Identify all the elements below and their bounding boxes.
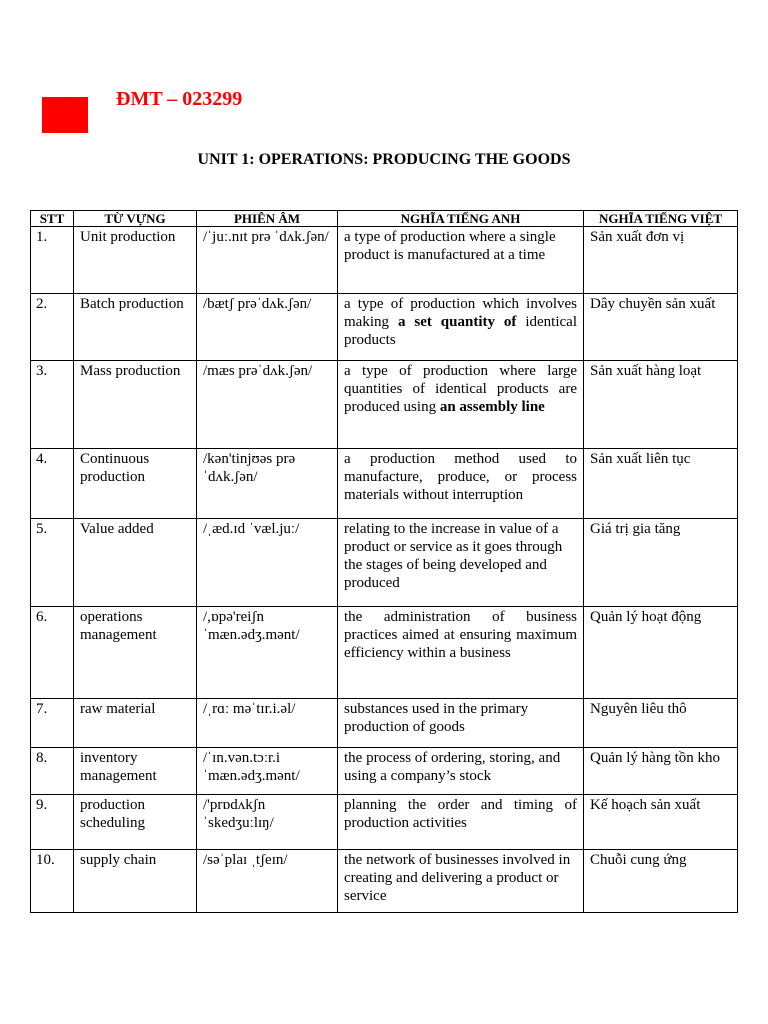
row-number: 5.: [31, 519, 74, 607]
table-row: [31, 294, 738, 361]
header-stt: STT: [31, 211, 74, 227]
vocab-term: Batch production: [74, 294, 197, 361]
table-body: [31, 227, 738, 913]
table-row: [31, 227, 738, 294]
table-row: [31, 607, 738, 699]
vocab-term: raw material: [74, 699, 197, 748]
header-vietnamese-meaning: NGHĨA TIẾNG VIỆT: [584, 211, 738, 227]
vietnamese-meaning: Chuỗi cung ứng: [584, 850, 738, 913]
page-title: UNIT 1: OPERATIONS: PRODUCING THE GOODS: [197, 151, 571, 168]
vietnamese-meaning: Quản lý hàng tồn kho: [584, 748, 738, 795]
table-header-row: [31, 211, 738, 227]
vocab-term: operations management: [74, 607, 197, 699]
vietnamese-meaning: Sản xuất đơn vị: [584, 227, 738, 294]
table-row: [31, 519, 738, 607]
emphasis-text: a set quantity of: [397, 314, 517, 330]
header-ipa: PHIÊN ÂM: [197, 211, 338, 227]
header-word: TỪ VỰNG: [74, 211, 197, 227]
english-meaning: [338, 227, 584, 294]
vocab-term: inventory management: [74, 748, 197, 795]
vietnamese-meaning: Quản lý hoạt động: [584, 607, 738, 699]
pronunciation: /'prɒdʌkʃn ˈskedʒuːlɪŋ/: [197, 795, 338, 850]
row-number: 6.: [31, 607, 74, 699]
meaning-text: a type of production which involves making: [344, 296, 577, 330]
table-row: [31, 699, 738, 748]
english-meaning: [338, 850, 584, 913]
table-row: [31, 449, 738, 519]
english-meaning: [338, 748, 584, 795]
meaning-text: a production method used to manufacture, produce, or process materials without interruption: [344, 451, 577, 503]
meaning-text: identical products: [344, 314, 577, 348]
vietnamese-meaning: Sản xuất hàng loạt: [584, 361, 738, 449]
pronunciation: /,ɒpə'reiʃn ˈmæn.ədʒ.mənt/: [197, 607, 338, 699]
pronunciation: /kən'tinjʊəs prəˈdʌk.ʃən/: [197, 449, 338, 519]
table-row: [31, 850, 738, 913]
pronunciation: /mæs prəˈdʌk.ʃən/: [197, 361, 338, 449]
pronunciation: /səˈplaɪ ˌtʃeɪn/: [197, 850, 338, 913]
row-number: 7.: [31, 699, 74, 748]
vietnamese-meaning: Kế hoạch sản xuất: [584, 795, 738, 850]
vietnamese-meaning: Dây chuyền sản xuất: [584, 294, 738, 361]
row-number: 3.: [31, 361, 74, 449]
document-code: ĐMT – 023299: [116, 88, 243, 110]
table-row: [31, 748, 738, 795]
english-meaning: [338, 449, 584, 519]
row-number: 4.: [31, 449, 74, 519]
row-number: 2.: [31, 294, 74, 361]
meaning-text: planning the order and timing of production activities: [344, 797, 577, 831]
pronunciation: /bætʃ prəˈdʌk.ʃən/: [197, 294, 338, 361]
pronunciation: /ˈjuː.nɪt prə ˈdʌk.ʃən/: [197, 227, 338, 294]
english-meaning: [338, 519, 584, 607]
vocabulary-table: [30, 210, 738, 913]
meaning-text: the network of businesses involved in creating and delivering a product or service: [344, 852, 571, 904]
row-number: 8.: [31, 748, 74, 795]
pronunciation: /ˌæd.ɪd ˈvæl.juː/: [197, 519, 338, 607]
meaning-text: relating to the increase in value of a product or service as it goes through the stages of being developed and produced: [344, 521, 563, 591]
english-meaning: [338, 294, 584, 361]
header-english-meaning: NGHĨA TIẾNG ANH: [338, 211, 584, 227]
table-row: [31, 361, 738, 449]
vietnamese-meaning: Giá trị gia tăng: [584, 519, 738, 607]
vietnamese-meaning: Nguyên liêu thô: [584, 699, 738, 748]
vocab-term: supply chain: [74, 850, 197, 913]
row-number: 10.: [31, 850, 74, 913]
english-meaning: [338, 607, 584, 699]
row-number: 9.: [31, 795, 74, 850]
vocab-term: Continuous production: [74, 449, 197, 519]
vietnamese-meaning: Sản xuất liên tục: [584, 449, 738, 519]
english-meaning: [338, 361, 584, 449]
vocab-term: Value added: [74, 519, 197, 607]
table-row: [31, 795, 738, 850]
meaning-text: substances used in the primary production of goods: [344, 701, 529, 735]
meaning-text: a type of production where large quantities of identical products are produced using: [344, 363, 577, 415]
vocab-term: Mass production: [74, 361, 197, 449]
pronunciation: /ˈɪn.vən.tɔːr.i ˈmæn.ədʒ.mənt/: [197, 748, 338, 795]
pronunciation: /ˌrɑː məˈtɪr.i.əl/: [197, 699, 338, 748]
meaning-text: the administration of business practices aimed at ensuring maximum efficiency within a business: [344, 609, 577, 661]
english-meaning: [338, 699, 584, 748]
meaning-text: the process of ordering, storing, and using a company’s stock: [344, 750, 561, 784]
row-number: 1.: [31, 227, 74, 294]
vocab-term: production scheduling: [74, 795, 197, 850]
meaning-text: a type of production where a single product is manufactured at a time: [344, 229, 556, 263]
red-marker-box: [42, 97, 88, 133]
emphasis-text: an assembly line: [439, 399, 545, 415]
vocab-term: Unit production: [74, 227, 197, 294]
english-meaning: [338, 795, 584, 850]
